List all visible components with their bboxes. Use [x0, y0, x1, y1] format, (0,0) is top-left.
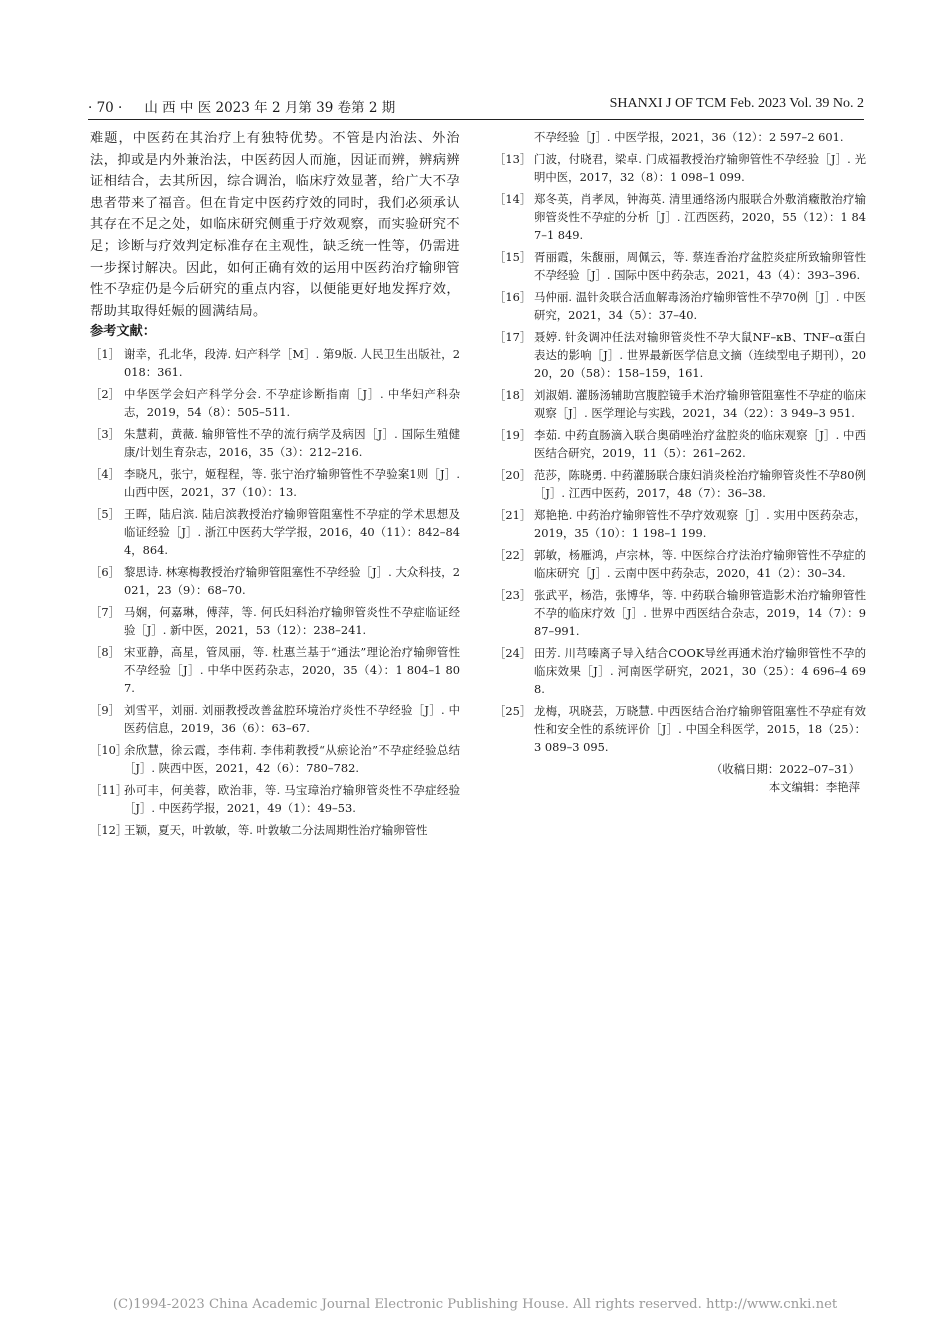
reference-item — [90, 741, 460, 777]
reference-text: 范莎，陈晓勇. 中药灌肠联合康妇消炎栓治疗输卵管炎性不孕80例［J］. 江西中医药，2017，48（7）：36–38. — [534, 468, 866, 500]
reference-item — [90, 643, 460, 697]
reference-item — [494, 506, 866, 542]
reference-number: ［3］ — [90, 427, 121, 442]
references-list-left — [90, 345, 460, 839]
header-left — [88, 96, 395, 116]
reference-item — [494, 466, 866, 502]
reference-number: ［14］ — [494, 192, 532, 206]
reference-number: ［17］ — [494, 330, 532, 344]
reference-number: ［2］ — [90, 387, 121, 402]
reference-item — [494, 426, 866, 462]
reference-text: 黎思诗. 林寒梅教授治疗输卵管阻塞性不孕经验［J］. 大众科技，2021，23（9）：68–70. — [124, 565, 460, 598]
reference-item — [494, 150, 866, 186]
reference-number: ［18］ — [494, 388, 532, 402]
reference-text: 胥丽霞，朱馥丽，周佩云，等. 蔡连香治疗盆腔炎症所致输卵管性不孕经验［J］. 国际中医中药杂志，2021，43（4）：393–396. — [534, 250, 866, 282]
reference-number: ［7］ — [90, 605, 121, 620]
reference-number: ［13］ — [494, 152, 532, 166]
reference-number: ［8］ — [90, 645, 121, 660]
reference-text: 余欣慧，徐云霞，李伟莉. 李伟莉教授“从瘀论治”不孕症经验总结［J］. 陕西中医，2021，42（6）：780–782. — [124, 743, 460, 776]
reference-text: 李茹. 中药直肠滴入联合奥硝唑治疗盆腔炎的临床观察［J］. 中西医结合研究，2019，11（5）：261–262. — [534, 428, 866, 460]
reference-item — [90, 821, 460, 839]
running-header — [88, 96, 864, 116]
reference-text: 田芳. 川芎嗪离子导入结合COOK导丝再通术治疗输卵管性不孕的临床效果［J］. 河南医学研究，2021，30（25）：4 696–4 698. — [534, 646, 866, 696]
reference-text: 马仲丽. 温针灸联合活血解毒汤治疗输卵管性不孕70例［J］. 中医研究，2021，34（5）：37–40. — [534, 290, 866, 322]
reference-number: ［6］ — [90, 565, 121, 580]
page-number: · 70 · — [88, 100, 123, 116]
reference-text: 张武平，杨浩，张博华，等. 中药联合输卵管造影术治疗输卵管性不孕的临床疗效［J］. 世界中西医结合杂志，2019，14（7）：987–991. — [534, 588, 866, 638]
reference-text: 刘淑娟. 灌肠汤辅助宫腹腔镜手术治疗输卵管阻塞性不孕症的临床观察［J］. 医学理论与实践，2021，34（22）：3 949–3 951. — [534, 388, 866, 420]
reference-number: ［23］ — [494, 588, 532, 602]
reference-item — [90, 385, 460, 421]
editor-credit: 本文编辑：李艳萍 — [768, 780, 860, 794]
reference-number: ［4］ — [90, 467, 121, 482]
reference-number: ［15］ — [494, 250, 532, 264]
reference-number: ［16］ — [494, 290, 532, 304]
reference-text: 刘雪平，刘丽. 刘丽教授改善盆腔环境治疗炎性不孕经验［J］. 中医药信息，2019，36（6）：63–67. — [124, 703, 460, 736]
reference-item — [494, 546, 866, 582]
received-date: （收稿日期：2022–07–31） — [710, 762, 860, 776]
reference-text: 中华医学会妇产科学分会. 不孕症诊断指南［J］. 中华妇产科杂志，2019，54（8）：505–511. — [124, 387, 460, 420]
reference-item — [90, 465, 460, 501]
reference-item — [494, 586, 866, 640]
reference-text: 郭敏，杨雁鸿，卢宗林，等. 中医综合疗法治疗输卵管性不孕症的临床研究［J］. 云南中医中药杂志，2020，41（2）：30–34. — [534, 548, 866, 580]
reference-text: 李晓凡，张宁，姬程程，等. 张宁治疗输卵管性不孕验案1则［J］. 山西中医，2021，37（10）：13. — [124, 467, 460, 500]
reference-number: ［25］ — [494, 704, 532, 718]
reference-item — [494, 386, 866, 422]
reference-text: 郑冬英，肖孝凤，钟海英. 清里通络汤内服联合外敷消癥散治疗输卵管炎性不孕症的分析［J］. 江西医药，2020，55（12）：1 847–1 849. — [534, 192, 866, 242]
reference-text: 龙梅，巩晓芸，万晓慧. 中西医结合治疗输卵管阻塞性不孕症有效性和安全性的系统评价［J］. 中国全科医学，2015，18（25）：3 089–3 095. — [534, 704, 866, 754]
reference-item — [90, 781, 460, 817]
reference-text: 马娴，何嘉琳，傅萍，等. 何氏妇科治疗输卵管炎性不孕症临证经验［J］. 新中医，2021，53（12）：238–241. — [124, 605, 460, 638]
reference-number: ［1］ — [90, 347, 121, 362]
reference-text: 朱慧莉，黄薇. 输卵管性不孕的流行病学及病因［J］. 国际生殖健康/计划生育杂志，2016，35（3）：212–216. — [124, 427, 460, 460]
reference-number: ［12］ — [90, 823, 128, 838]
reference-item — [494, 248, 866, 284]
reference-item — [494, 190, 866, 244]
reference-number: ［19］ — [494, 428, 532, 442]
reference-item — [494, 644, 866, 698]
reference-number: ［24］ — [494, 646, 532, 660]
reference-text: 王颖，夏天，叶敦敏，等. 叶敦敏二分法周期性治疗输卵管性 — [124, 823, 428, 838]
reference-item — [494, 328, 866, 382]
right-column — [494, 128, 866, 796]
copyright-footer: (C)1994-2023 China Academic Journal Electronic Publishing House. All rights reserved. http://www.cnki.net — [112, 1297, 838, 1312]
reference-item — [494, 702, 866, 756]
journal-title-en: SHANXI J OF TCM Feb. 2023 Vol. 39 No. 2 — [609, 96, 864, 111]
reference-number: ［11］ — [90, 783, 128, 798]
reference-text: 王晖，陆启滨. 陆启滨教授治疗输卵管阻塞性不孕症的学术思想及临证经验［J］. 浙江中医药大学学报，2016，40（11）：842–844，864. — [124, 507, 460, 558]
reference-item — [494, 288, 866, 324]
reference-number: ［10］ — [90, 743, 128, 758]
reference-text: 谢幸，孔北华，段涛. 妇产科学［M］. 第9版. 人民卫生出版社，2018：361. — [124, 347, 460, 380]
reference-number: ［20］ — [494, 468, 532, 482]
reference-item — [90, 563, 460, 599]
reference-number: ［22］ — [494, 548, 532, 562]
reference-number: ［9］ — [90, 703, 121, 718]
conclusion-paragraph: 难题，中医药在其治疗上有独特优势。不管是内治法、外治法，抑或是内外兼治法，中医药因人而施，因证而辨，辨病辨证相结合，去其所因，综合调治，临床疗效显著，给广大不孕患者带来了福音。但在肯定中医药疗效的同时，我们必须承认其存在不足之处，如临床研究侧重于疗效观察，而实验研究不足；诊断与疗效判定标准存在主观性，缺乏统一性等，仍需进一步探讨解决。因此，如何正确有效的运用中医药治疗输卵管性不孕症仍是今后研究的重点内容，以便能更好地发挥疗效，帮助其取得妊娠的圆满结局。 — [90, 131, 460, 319]
reference-item — [90, 425, 460, 461]
reference-number: ［21］ — [494, 508, 532, 522]
header-rule — [88, 119, 864, 120]
reference-number: ［5］ — [90, 507, 121, 522]
reference-item — [90, 603, 460, 639]
left-column — [90, 128, 460, 843]
reference-12-continuation: 不孕经验［J］. 中医学报，2021，36（12）：2 597–2 601. — [534, 130, 844, 144]
reference-text: 孙可丰，何美蓉，欧治菲，等. 马宝璋治疗输卵管炎性不孕症经验［J］. 中医药学报，2021，49（1）：49–53. — [124, 783, 460, 816]
journal-title-cn: 山 西 中 医 2023 年 2 月第 39 卷第 2 期 — [144, 100, 396, 116]
reference-item — [90, 505, 460, 559]
reference-text: 郑艳艳. 中药治疗输卵管性不孕疗效观察［J］. 实用中医药杂志，2019，35（10）：1 198–1 199. — [534, 508, 866, 540]
references-list-right — [494, 150, 866, 756]
reference-text: 门波，付晓君，梁卓. 门成福教授治疗输卵管性不孕经验［J］. 光明中医，2017，32（8）：1 098–1 099. — [534, 152, 866, 184]
reference-text: 聂婷. 针灸调冲任法对输卵管炎性不孕大鼠NF–κB、TNF–α蛋白表达的影响［J］. 世界最新医学信息文摘（连续型电子期刊），2020，20（58）：158–159，161. — [534, 330, 866, 380]
reference-item — [90, 345, 460, 381]
reference-item — [90, 701, 460, 737]
references-heading: 参考文献： — [90, 324, 156, 340]
reference-text: 宋亚静，高星，管凤丽，等. 杜惠兰基于“通法”理论治疗输卵管性不孕经验［J］. 中华中医药杂志，2020，35（4）：1 804–1 807. — [124, 645, 460, 696]
